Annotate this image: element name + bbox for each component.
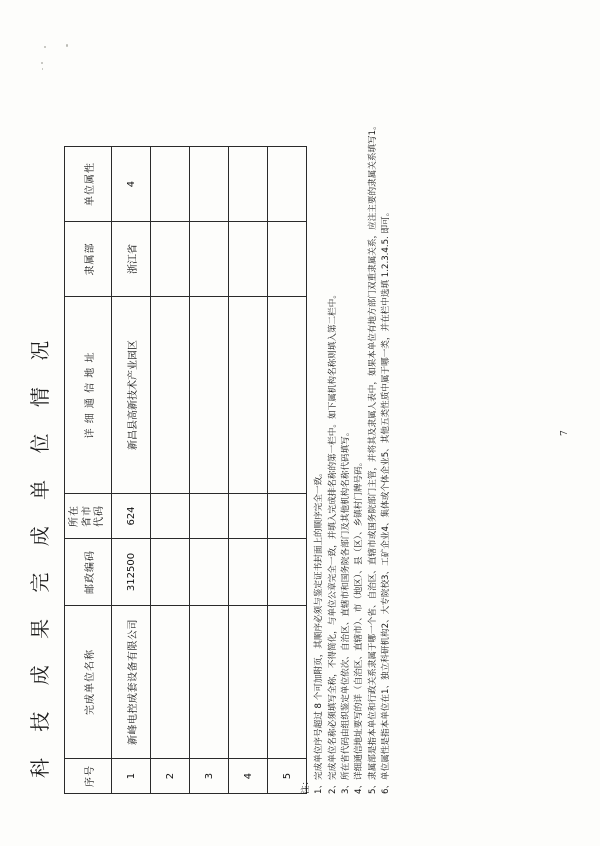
cell-province-code bbox=[190, 494, 229, 539]
cell-unit-attribute: 4 bbox=[112, 147, 151, 222]
cell-address bbox=[229, 297, 268, 494]
note-item: 6、单位属性是指本单位在1、独立科研机构2、大专院校3、工矿企业4、集体或个体企业5、其他五类性质中属于哪一类，并在栏中选填 1.2.3.4.5. 即可。 bbox=[380, 207, 391, 794]
cell-address bbox=[151, 297, 190, 494]
completion-units-table bbox=[64, 146, 307, 794]
column-header-seq: 序号 bbox=[65, 759, 112, 794]
cell-unit-name bbox=[151, 606, 190, 759]
table-row bbox=[151, 147, 190, 794]
note-item: 1、完成单位序号超过 8 个可加附页，其顺序必须与鉴定证书封面上的顺序完全一致。 bbox=[314, 468, 325, 794]
cell-department: 浙江省 bbox=[112, 222, 151, 297]
note-item: 3、所在省代码由组织鉴定单位依次、自治区、直辖市和国务院各部门及其他机构名称代码填写。 bbox=[340, 427, 351, 794]
page-title: 科 技 成 果 完 成 单 位 情 况 bbox=[28, 330, 52, 778]
table-row bbox=[190, 147, 229, 794]
cell-unit-name bbox=[190, 606, 229, 759]
cell-province-code bbox=[229, 494, 268, 539]
note-item: 5、隶属部是指本单位和行政关系隶属于哪一个省、自治区、直辖市或国务院部门主管，并将其及隶属人表中，如果本单位有地方部门双重隶属关系，应注主要的隶属关系填写1。 bbox=[367, 121, 378, 794]
cell-province-code: 624 bbox=[112, 494, 151, 539]
cell-seq: 1 bbox=[112, 759, 151, 794]
cell-postcode: 312500 bbox=[112, 539, 151, 606]
cell-seq: 4 bbox=[229, 759, 268, 794]
notes-block bbox=[300, 94, 393, 794]
cell-seq: 2 bbox=[151, 759, 190, 794]
column-header-unit-attribute: 单位属性 bbox=[65, 147, 112, 222]
table-header bbox=[65, 147, 112, 794]
cell-unit-name: 新峰电控成套设备有限公司 bbox=[112, 606, 151, 759]
cell-address: 新昌县高新技术产业园区 bbox=[112, 297, 151, 494]
cell-unit-attribute bbox=[151, 147, 190, 222]
cell-department bbox=[229, 222, 268, 297]
column-header-unit-name: 完成单位名称 bbox=[65, 606, 112, 759]
province-code-line-2: 省市 bbox=[81, 505, 93, 527]
note-item: 4、详细通信地址要写的详（自治区、直辖市）、市（地区）、县（区）、乡镇村门牌号码。 bbox=[354, 457, 365, 794]
cell-seq: 3 bbox=[190, 759, 229, 794]
notes-label: 注： bbox=[301, 776, 311, 794]
cell-address bbox=[190, 297, 229, 494]
column-header-province-code bbox=[65, 494, 112, 539]
cell-postcode bbox=[229, 539, 268, 606]
column-header-department: 隶属部 bbox=[65, 222, 112, 297]
cell-province-code bbox=[151, 494, 190, 539]
cell-unit-attribute bbox=[229, 147, 268, 222]
column-header-address: 详 细 通 信 地 址 bbox=[65, 297, 112, 494]
cell-unit-attribute bbox=[190, 147, 229, 222]
table-body bbox=[112, 147, 307, 794]
cell-unit-name bbox=[229, 606, 268, 759]
province-code-line-1: 所在 bbox=[69, 505, 81, 527]
table-row bbox=[229, 147, 268, 794]
cell-department bbox=[151, 222, 190, 297]
province-code-line-3: 代码 bbox=[94, 505, 106, 527]
note-item: 2、完成单位名称必须填写全称，不得简化，与单位公章完全一致，并填入完成排名称的第一栏中。如下属机构名称则填入第二栏中。 bbox=[327, 290, 338, 794]
cell-department bbox=[190, 222, 229, 297]
cell-seq: 5 bbox=[268, 759, 307, 794]
table-header-row bbox=[65, 147, 112, 794]
column-header-postcode: 邮政编码 bbox=[65, 539, 112, 606]
page-number: 7 bbox=[560, 430, 570, 436]
cell-postcode bbox=[151, 539, 190, 606]
cell-postcode bbox=[190, 539, 229, 606]
table-row bbox=[112, 147, 151, 794]
